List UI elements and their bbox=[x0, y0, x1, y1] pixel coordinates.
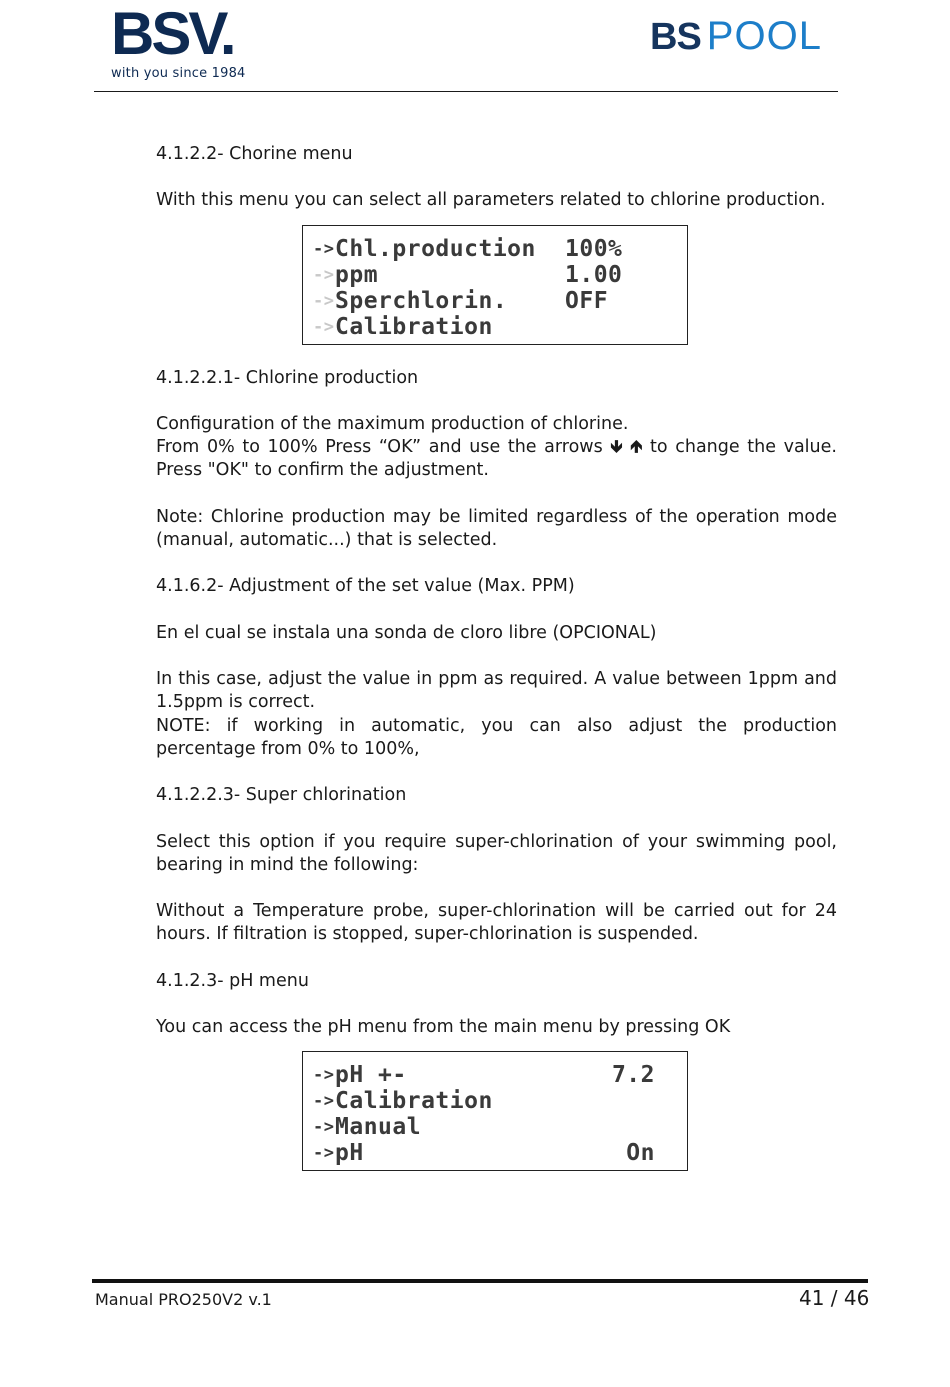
bsv-logo bbox=[111, 0, 246, 81]
bspool-logo-bs: BS bbox=[650, 16, 701, 58]
bspool-logo bbox=[650, 16, 822, 57]
lcd-row bbox=[313, 1114, 677, 1140]
lcd-row bbox=[313, 262, 677, 288]
lcd-chlorine-menu bbox=[302, 225, 688, 345]
ph-menu-intro: You can access the pH menu from the main menu by pressing OK bbox=[156, 1017, 731, 1038]
lcd-row-label: Calibration bbox=[335, 1088, 493, 1115]
chlorine-production-heading: 4.1.2.2.1- Chlorine production bbox=[156, 367, 419, 388]
setvalue-spanish-text: En el cual se instala una sonda de cloro libre (OPCIONAL) bbox=[156, 622, 657, 643]
lcd-row bbox=[313, 288, 677, 314]
footer-manual-name: Manual PRO250V2 v.1 bbox=[95, 1290, 272, 1309]
lcd-row bbox=[313, 1140, 677, 1166]
lcd-row-value: 1.00 bbox=[565, 261, 623, 288]
lcd-row-label: Sperchlorin. bbox=[335, 287, 508, 314]
lcd-row-value: On bbox=[626, 1140, 655, 1167]
setvalue-heading: 4.1.6.2- Adjustment of the set value (Max. PPM) bbox=[156, 576, 575, 597]
superchlorination-text: Select this option if you require super-chlorination of your swimming pool, bearing in mind the following: bbox=[156, 831, 837, 875]
lcd-row-value: 100% bbox=[565, 235, 623, 262]
lcd-ph-menu bbox=[302, 1051, 688, 1171]
chlorine-production-instructions bbox=[156, 436, 837, 482]
ph-menu-heading: 4.1.2.3- pH menu bbox=[156, 970, 309, 991]
lcd-row-label: pH +- bbox=[335, 1062, 407, 1089]
bspool-logo-pool: POOL bbox=[706, 14, 822, 58]
instruction-text: From 0% to 100% Press “OK” and use the arrows bbox=[156, 437, 603, 458]
arrow-up-icon: 🡹 bbox=[630, 437, 643, 458]
lcd-cursor-arrow: -> bbox=[313, 1065, 335, 1086]
lcd-row-value bbox=[585, 1088, 655, 1114]
chlorine-menu-intro: With this menu you can select all parameters related to chlorine production. bbox=[156, 190, 826, 211]
header-divider bbox=[94, 91, 838, 92]
page-content bbox=[156, 143, 837, 1193]
arrow-down-icon: 🡻 bbox=[610, 437, 623, 458]
lcd-row-label: ppm bbox=[335, 261, 379, 288]
lcd-row-label: Calibration bbox=[335, 313, 493, 340]
lcd-row-label: Chl.production bbox=[335, 235, 536, 262]
lcd-cursor-arrow: -> bbox=[313, 1143, 335, 1164]
footer-divider bbox=[92, 1279, 868, 1283]
lcd-row-label: Manual bbox=[335, 1114, 422, 1141]
lcd-row bbox=[313, 314, 677, 340]
lcd-cursor-arrow: -> bbox=[313, 1117, 335, 1138]
chlorine-production-text: Configuration of the maximum production of chlorine. bbox=[156, 413, 629, 434]
lcd-row-value bbox=[585, 1114, 655, 1140]
lcd-cursor-arrow: -> bbox=[313, 290, 335, 311]
lcd-row bbox=[313, 1062, 677, 1088]
bsv-tagline: with you since 1984 bbox=[111, 66, 246, 81]
lcd-cursor-arrow: -> bbox=[313, 316, 335, 337]
page-number: 41 / 46 bbox=[799, 1286, 870, 1310]
instruction-text: to change the value. Press "OK" to confirm the adjustment. bbox=[156, 437, 837, 481]
chlorine-menu-heading: 4.1.2.2- Chorine menu bbox=[156, 144, 353, 164]
lcd-cursor-arrow: -> bbox=[313, 1091, 335, 1112]
lcd-row-label: pH bbox=[335, 1140, 364, 1167]
lcd-cursor-arrow: -> bbox=[313, 264, 335, 285]
bsv-logo-text: BSV. bbox=[111, 0, 234, 67]
lcd-row bbox=[313, 236, 677, 262]
lcd-row-value bbox=[565, 314, 655, 340]
lcd-row bbox=[313, 1088, 677, 1114]
chlorine-note: Note: Chlorine production may be limited regardless of the operation mode (manual, automatic...) that is selected. bbox=[156, 506, 837, 550]
setvalue-note: NOTE: if working in automatic, you can also adjust the production percentage from 0% to 100%, bbox=[156, 715, 837, 759]
setvalue-text: In this case, adjust the value in ppm as required. A value between 1ppm and 1.5ppm is correct. bbox=[156, 669, 837, 713]
lcd-cursor-arrow: -> bbox=[313, 238, 335, 259]
lcd-row-value: 7.2 bbox=[611, 1062, 655, 1089]
superchlorination-condition: Without a Temperature probe, super-chlorination will be carried out for 24 hours. If filtration is stopped, super-chlorination is suspended. bbox=[156, 901, 837, 945]
superchlorination-heading: 4.1.2.2.3- Super chlorination bbox=[156, 785, 407, 806]
lcd-row-value: OFF bbox=[565, 287, 609, 314]
